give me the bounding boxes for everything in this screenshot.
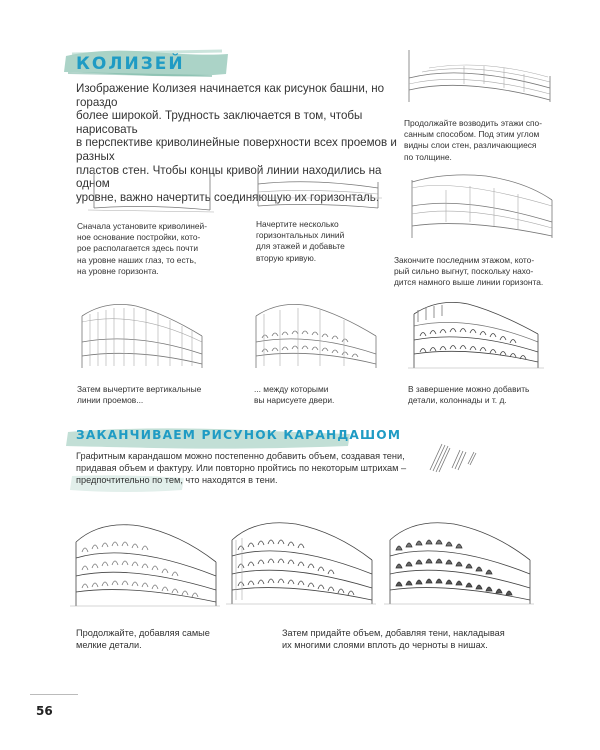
caption-line: линии проемов... bbox=[77, 395, 144, 406]
caption-line: Начертите несколько bbox=[256, 219, 339, 229]
step-caption-4 bbox=[394, 255, 543, 289]
intro-line: Изображение Колизея начинается как рисунок башни, но гораздо bbox=[76, 82, 385, 109]
caption-line: их многими слоями вплоть до черноты в нишах. bbox=[282, 640, 488, 651]
intro-line: уровне, важно начертить соединяющую их горизонталь. bbox=[76, 190, 380, 204]
caption-line: В завершение можно добавить bbox=[408, 384, 530, 394]
section-title-finishing: ЗАКАНЧИВАЕМ РИСУНОК КАРАНДАШОМ bbox=[76, 428, 402, 442]
caption-line: Затем придайте объем, добавляя тени, накладывая bbox=[282, 628, 505, 638]
final-caption-left bbox=[76, 627, 210, 651]
caption-line: ... между которыми bbox=[254, 384, 329, 394]
intro-line: Графитным карандашом можно постепенно добавить объем, создавая тени, bbox=[76, 451, 405, 461]
step-caption-2 bbox=[77, 221, 207, 277]
caption-line: Сначала установите криволиней- bbox=[77, 221, 207, 231]
caption-line: санным способом. Под этим углом bbox=[404, 129, 540, 140]
caption-line: мелкие детали. bbox=[76, 640, 142, 651]
caption-line: дится намного выше линии горизонта. bbox=[394, 277, 544, 288]
caption-line: Продолжайте, добавляя самые bbox=[76, 628, 210, 638]
colosseum-drawing-shaded-dark bbox=[384, 510, 534, 610]
intro-line: в перспективе криволинейные поверхности всех проемов и разных bbox=[76, 136, 397, 163]
caption-line: рое располагается здесь почти bbox=[77, 243, 199, 254]
sketch-stage-verticals bbox=[76, 296, 206, 372]
final-caption-right bbox=[282, 627, 505, 651]
caption-line: ное основание постройки, кото- bbox=[77, 232, 201, 243]
step-caption-3 bbox=[256, 219, 345, 264]
step-caption-7 bbox=[408, 384, 529, 406]
footer-rule bbox=[30, 694, 78, 695]
caption-line: вы нарисуете двери. bbox=[254, 395, 335, 406]
colosseum-drawing-shaded-light bbox=[226, 510, 376, 610]
intro-line: придавая объем и фактуру. Или повторно пройтись по некоторым штрихам – bbox=[76, 463, 407, 474]
caption-line: видны слои стен, различающиеся bbox=[404, 140, 537, 151]
sketch-stage-doors bbox=[250, 296, 380, 372]
sketch-stage-horizontals bbox=[252, 162, 382, 214]
intro-line: пластов стен. Чтобы концы кривой линии находились на одном bbox=[76, 163, 382, 191]
step-caption-1 bbox=[404, 118, 542, 163]
intro-line: предпочтительно по тем, что находятся в тени. bbox=[76, 475, 278, 486]
step-caption-6 bbox=[254, 384, 334, 406]
sketch-stage-base bbox=[86, 166, 216, 218]
caption-line: Закончите последним этажом, кото- bbox=[394, 255, 535, 265]
caption-line: горизонтальных линий bbox=[256, 230, 345, 241]
caption-line: Затем вычертите вертикальные bbox=[77, 384, 202, 394]
caption-line: на уровне горизонта. bbox=[77, 265, 159, 276]
caption-line: по толщине. bbox=[404, 151, 452, 162]
caption-line: детали, колоннады и т. д. bbox=[408, 395, 507, 406]
colosseum-drawing-detailed bbox=[70, 512, 220, 612]
intro-line: более широкой. Трудность заключается в том, чтобы нарисовать bbox=[76, 109, 363, 136]
caption-line: на уровне наших глаз, то есть, bbox=[77, 254, 197, 265]
caption-line: вторую кривую. bbox=[256, 252, 317, 263]
section2-intro bbox=[76, 450, 406, 487]
page-number: 56 bbox=[36, 704, 53, 718]
caption-line: Продолжайте возводить этажи спо- bbox=[404, 118, 543, 128]
caption-line: рый сильно выгнут, поскольку нахо- bbox=[394, 266, 534, 277]
sketch-stage-last-floor bbox=[406, 170, 556, 244]
section-title-colosseum: КОЛИЗЕЙ bbox=[76, 54, 185, 74]
pencil-strokes-icon bbox=[424, 440, 484, 476]
step-caption-5 bbox=[77, 384, 201, 406]
sketch-stage-floors bbox=[404, 44, 554, 106]
caption-line: для этажей и добавьте bbox=[256, 241, 345, 252]
sketch-stage-details bbox=[408, 296, 544, 372]
